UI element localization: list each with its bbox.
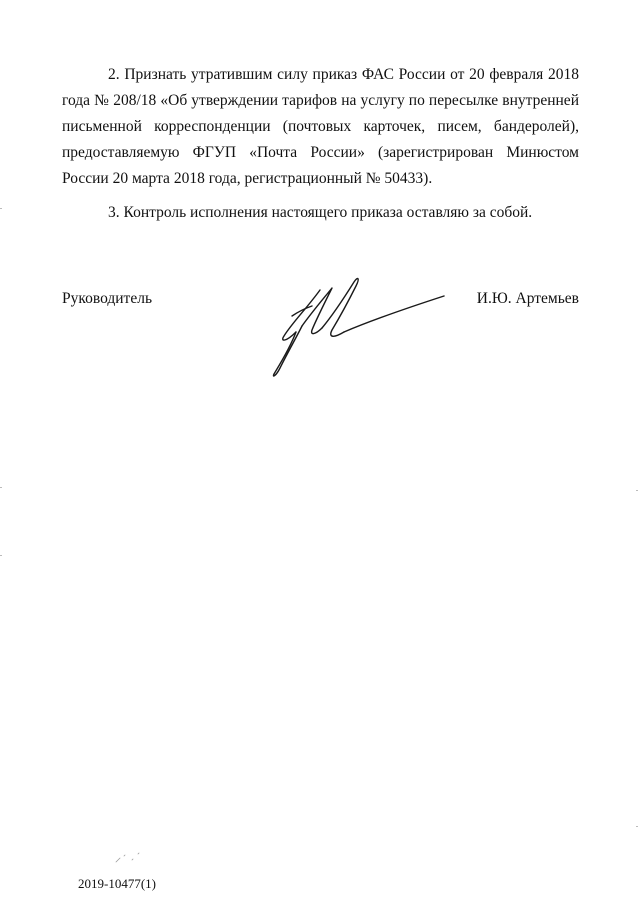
paragraph-2: 2. Признать утратившим силу приказ ФАС России от 20 февраля 2018 года № 208/18 «Об утверждении тарифов на услугу по пересылке внутренней письменной корреспонденции (почтовых карточек, писем, бандеролей), предоставляемую ФГУП «Почта России» (зарегистрирован Минюстом России 20 марта 2018 года, регистрационный № 50433). [62, 66, 579, 187]
edge-speck [0, 487, 2, 488]
edge-speck [0, 555, 2, 556]
edge-speck [636, 490, 638, 491]
handwritten-signature [262, 268, 452, 388]
edge-speck [636, 826, 638, 827]
document-number: 2019-10477(1) [78, 876, 156, 891]
edge-speck [0, 208, 2, 209]
signatory-name: И.Ю. Артемьев [476, 290, 579, 307]
paragraph-3: 3. Контроль исполнения настоящего приказа оставляю за собой. [108, 204, 533, 221]
scan-artifact [108, 848, 148, 868]
signatory-role: Руководитель [62, 290, 153, 307]
